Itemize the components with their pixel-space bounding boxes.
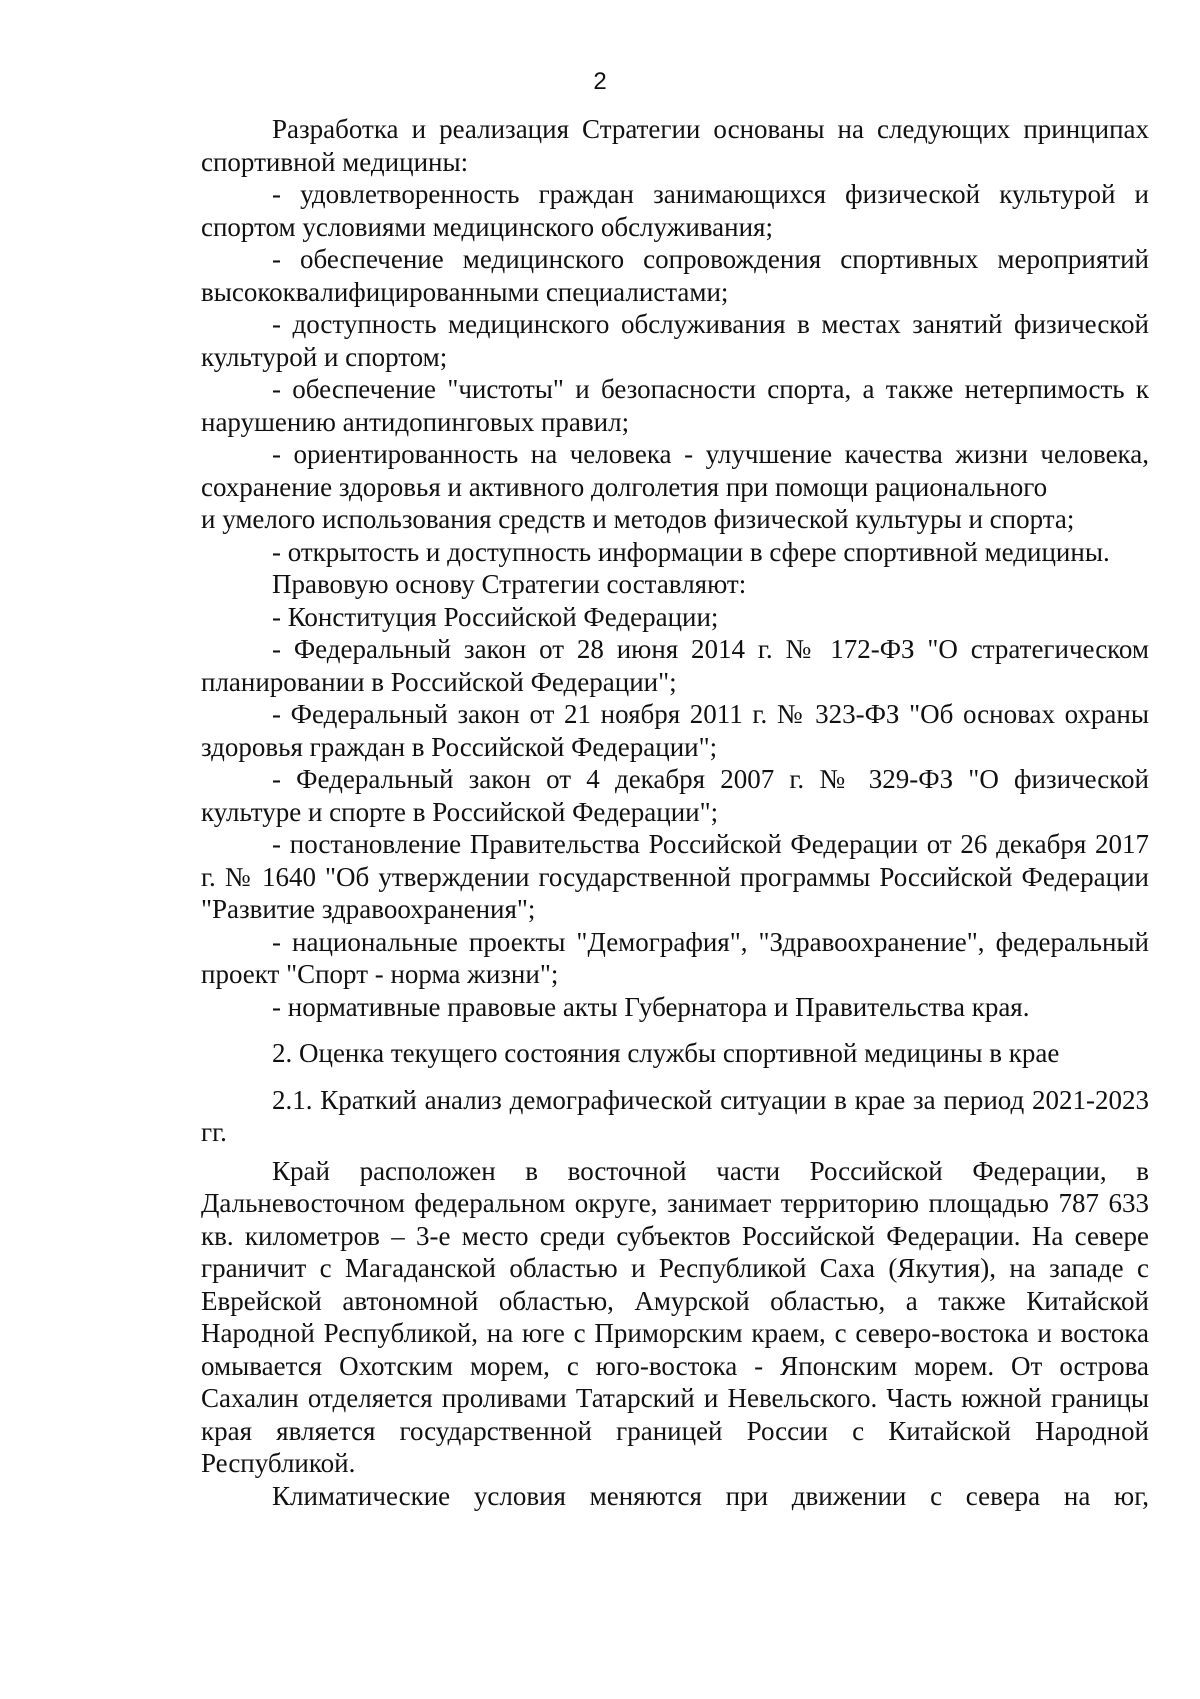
document-body [201,113,1149,1512]
principle-item-continuation: и умелого использования средств и методов физической культуры и спорта; [201,504,1075,534]
section-heading: 2. Оценка текущего состояния службы спортивной медицины в крае [272,1038,1060,1068]
legal-basis-intro: Правовую основу Стратегии составляют: [272,569,747,599]
legal-basis-item: - постановление Правительства Российской Федерации от 26 декабря 2017 г. № 1640 "Об утверждении государственной программы Российской Федерации "Развитие здравоохранения"; [201,829,1149,924]
legal-basis-item: - национальные проекты "Демография", "Здравоохранение", федеральный проект "Спорт - норма жизни"; [201,926,1149,989]
legal-basis-item: - Конституция Российской Федерации; [272,601,719,632]
principle-item: - обеспечение медицинского сопровождения спортивных мероприятий высококвалифицированными специалистами; [201,244,1149,307]
legal-basis-item: - Федеральный закон от 4 декабря 2007 г. № 329-ФЗ "О физической культуре и спорте в Российской Федерации"; [201,764,1149,827]
legal-basis-item: - Федеральный закон от 28 июня 2014 г. № 172-ФЗ "О стратегическом планировании в Российской Федерации"; [201,634,1149,697]
page-number: 2 [593,68,607,95]
legal-basis-item: - Федеральный закон от 21 ноября 2011 г. № 323-ФЗ "Об основах охраны здоровья граждан в Российской Федерации"; [201,699,1149,762]
principle-item: - открытость и доступность информации в сфере спортивной медицины. [272,536,1110,567]
body-paragraph: Край расположен в восточной части Российской Федерации, в Дальневосточном федеральном округе, занимает территорию площадью 787 633 кв. километров – 3-е место среди субъектов Российской Федерации. На севере граничит с Магаданской областью и Республикой Саха (Якутия), на западе с Еврейской автономной областью, Амурской областью, а также Китайской Народной Республикой, на юге с Приморским краем, с северо-востока и востока омывается Охотским морем, с юго-востока - Японским морем. От острова Сахалин отделяется проливами Татарский и Невельского. Часть южной границы края является государственной границей России с Китайской Народной Республикой. [201,1155,1149,1478]
principles-intro: Разработка и реализация Стратегии основаны на следующих принципах спортивной медицины: [201,114,1149,177]
principle-item: - доступность медицинского обслуживания в местах занятий физической культурой и спортом; [201,309,1149,372]
legal-basis-item: - нормативные правовые акты Губернатора и Правительства края. [272,991,1030,1022]
principle-item: - удовлетворенность граждан занимающихся физической культурой и спортом условиями медицинского обслуживания; [201,179,1149,242]
principle-item: - ориентированность на человека - улучшение качества жизни человека, сохранение здоровья и активного долголетия при помощи рационального [201,439,1149,502]
body-paragraph: Климатические условия меняются при движении с севера на юг, [272,1480,1149,1511]
subsection-heading: 2.1. Краткий анализ демографической ситуации в крае за период 2021-2023 гг. [201,1084,1149,1147]
principle-item: - обеспечение "чистоты" и безопасности спорта, а также нетерпимость к нарушению антидопинговых правил; [201,374,1149,437]
